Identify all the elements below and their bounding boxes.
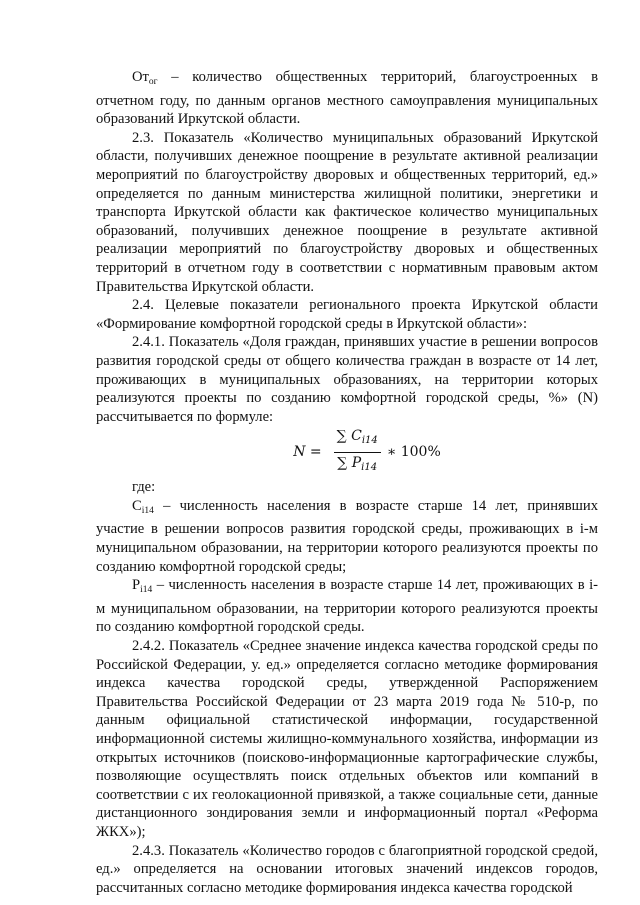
ot-og-definition-text: – количество общественных территорий, благоустроенных в отчетном году, по данным органов местного самоуправления муниципальных образований Иркутской области.: [96, 69, 598, 128]
formula-numerator: [334, 427, 381, 453]
numerator-subscript: i14: [361, 435, 378, 447]
symbol-p-subscript: i14: [140, 585, 153, 596]
paragraph-2-3: 2.3. Показатель «Количество муниципальных образований Иркутской области, получивших денежное поощрение в результате активной реализации мероприятий по благоустройству дворовых и общественных территорий, ед.» определяется по данным министерства жилищной политики, энергетики и транспорта Иркутской области как фактическое количество муниципальных образований, получивших денежное поощрение в результате активной реализации мероприятий по благоустройству дворовых и общественных территорий в отчетном году в соответствии с нормативным правовым актом Правительства Иркутской области.: [96, 129, 598, 295]
formula-denominator: [334, 453, 380, 478]
paragraph-c-i14-definition: [96, 497, 598, 576]
paragraph-2-4: 2.4. Целевые показатели регионального проекта Иркутской области «Формирование комфортной городской среды в Иркутской области»:: [96, 297, 598, 332]
symbol-ot-subscript: ог: [148, 77, 158, 87]
paragraph-2-4-3: 2.4.3. Показатель «Количество городов с благоприятной городской средой, ед.» определяется на основании итоговых значений индексов городов, рассчитанных согласно методике формирования индекса качества городской: [96, 842, 598, 896]
paragraph-ot-og-definition: [96, 68, 598, 129]
formula-n: [136, 428, 598, 476]
paragraph-p-i14-definition: [96, 576, 598, 637]
symbol-c-subscript: i14: [141, 505, 154, 516]
symbol-p: P: [132, 577, 141, 594]
paragraph-2-4-1: 2.4.1. Показатель «Доля граждан, принявших участие в решении вопросов развития городской среды от общего количества граждан в возрасте от 14 лет, проживающих в муниципальных образованиях, на территории которых реализуются проекты по созданию комфортной городской среды, %» (N) рассчитывается по формуле:: [96, 334, 598, 425]
p-i14-definition-text: – численность населения в возрасте старше 14 лет, проживающих в i-м муниципальном образовании, на территории которого реализуются проекты по созданию комфортной городской среды.: [96, 577, 598, 636]
symbol-c: C: [132, 497, 142, 514]
where-label: где:: [132, 479, 156, 496]
denominator-variable: P: [351, 454, 362, 471]
symbol-ot: От: [132, 69, 149, 85]
formula-rhs: ∗ 100%: [386, 443, 441, 460]
denominator-sum-sign: ∑: [337, 454, 348, 471]
numerator-sum-sign: ∑: [336, 428, 347, 445]
denominator-subscript: i14: [361, 461, 378, 473]
formula-fraction: [334, 427, 381, 477]
numerator-variable: C: [351, 428, 362, 445]
document-page: [96, 68, 598, 897]
paragraph-2-4-2: 2.4.2. Показатель «Среднее значение индекса качества городской среды по Российской Федерации, у. ед.» определяется согласно методике формирования индекса качества городской среды, утвержденной Распоряжением Правительства Российской Федерации от 23 марта 2019 года № 510-р, по данным официальной статистической информации, государственной информационной системы жилищно-коммунального хозяйства, информации из открытых источников (поисково-информационные картографические службы, позволяющие осуществлять поиск отдельных объектов или компаний в соответствии с их геолокационной привязкой, а также социальные сети, данные дистанционного зондирования земли и информационный портал «Реформа ЖКХ»);: [96, 638, 598, 840]
c-i14-definition-text: – численность населения в возрасте старше 14 лет, принявших участие в решении вопросов развития городской среды, проживающих в i-м муниципальном образовании, на территории которого реализуются проекты по созданию комфортной городской среды;: [96, 497, 598, 575]
formula-lhs: N =: [293, 443, 322, 460]
